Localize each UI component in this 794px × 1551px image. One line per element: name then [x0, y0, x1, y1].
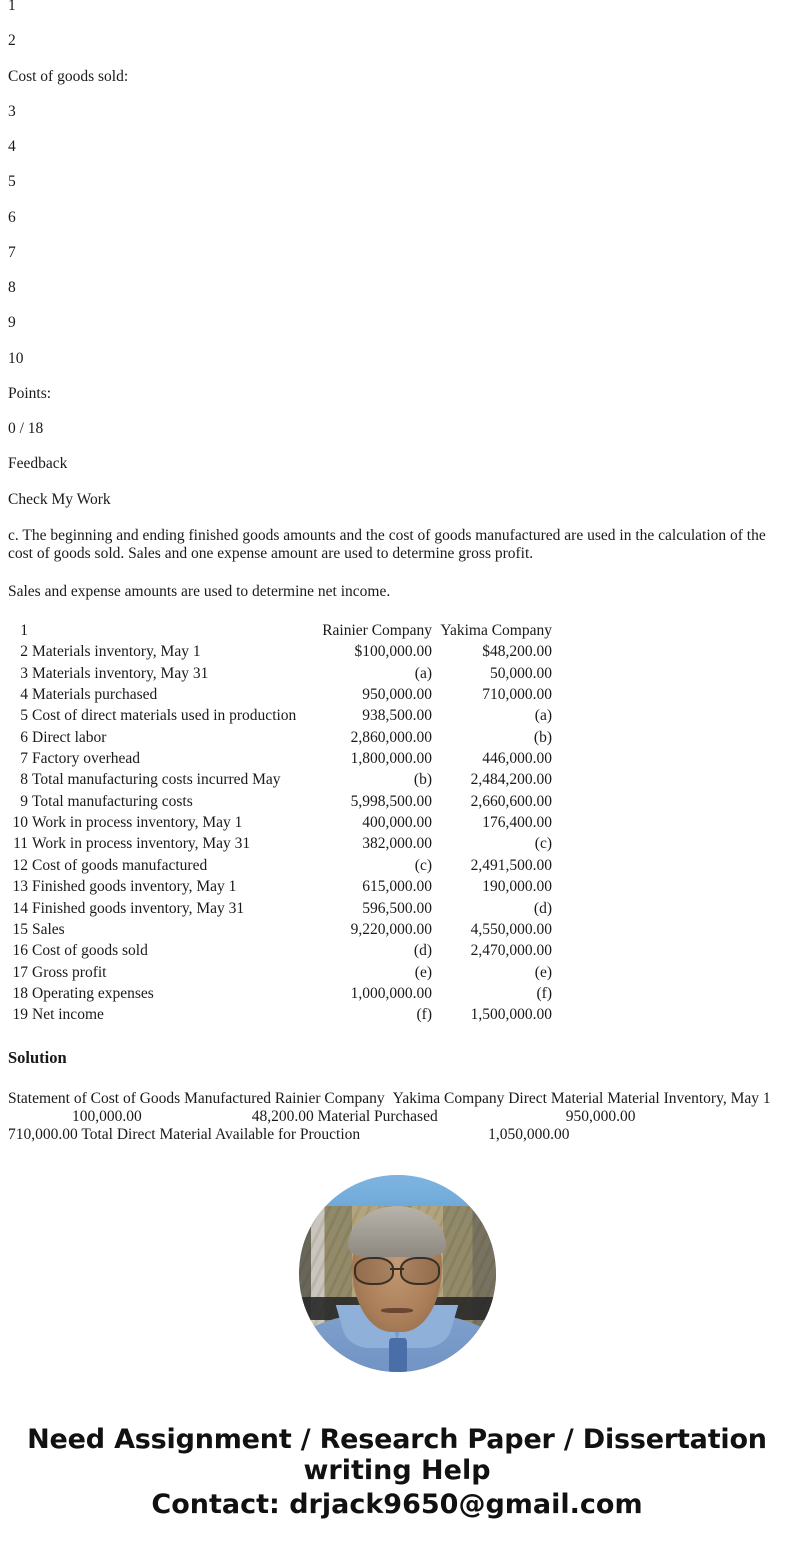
table-row	[6, 684, 552, 705]
row-number: 18	[6, 983, 32, 1004]
top-line-10: 10	[8, 351, 786, 367]
top-line-1: 1	[8, 0, 786, 14]
row-number: 6	[6, 727, 32, 748]
solution-title-yakima-direct-material: Yakima Company Direct Material Material Inventory, May 1	[393, 1090, 771, 1107]
row-label: Operating expenses	[32, 983, 308, 1004]
row-yakima-value: (e)	[432, 962, 552, 983]
row-number: 3	[6, 663, 32, 684]
row-label: Net income	[32, 1004, 308, 1025]
row-label: Finished goods inventory, May 1	[32, 876, 308, 897]
row-label: Gross profit	[32, 962, 308, 983]
row-number: 5	[6, 705, 32, 726]
row-label: Total manufacturing costs	[32, 791, 308, 812]
row-label: Materials purchased	[32, 684, 308, 705]
row-yakima-value: 2,470,000.00	[432, 940, 552, 961]
table-row	[6, 727, 552, 748]
row-rainier-value: (b)	[308, 769, 432, 790]
row-label: Factory overhead	[32, 748, 308, 769]
row-rainier-value: 382,000.00	[308, 833, 432, 854]
table-row	[6, 833, 552, 854]
row-yakima-value: 190,000.00	[432, 876, 552, 897]
header-rainier-company: Rainier Company	[308, 620, 432, 641]
row-rainier-value: $100,000.00	[308, 641, 432, 662]
row-yakima-value: (d)	[432, 898, 552, 919]
feedback-paragraph-c: c. The beginning and ending finished goods amounts and the cost of goods manufactured are used in the calculation of the cost of goods sold. Sales and one expense amount are used to determine gross profit.	[8, 527, 786, 564]
table-row	[6, 919, 552, 940]
row-number: 11	[6, 833, 32, 854]
feedback-heading: Feedback	[8, 456, 786, 472]
row-yakima-value: (f)	[432, 983, 552, 1004]
row-label: Finished goods inventory, May 31	[32, 898, 308, 919]
row-label: Work in process inventory, May 1	[32, 812, 308, 833]
solution-value-material-inventory-yakima: 48,200.00 Material Purchased	[252, 1108, 438, 1125]
row-yakima-value: $48,200.00	[432, 641, 552, 662]
row-number: 16	[6, 940, 32, 961]
row-number: 8	[6, 769, 32, 790]
solution-value-material-purchased-yakima: 710,000.00 Total Direct Material Available for Prouction	[8, 1126, 360, 1143]
solution-value-total-direct-material: 1,050,000.00	[488, 1126, 569, 1143]
row-yakima-value: 176,400.00	[432, 812, 552, 833]
row-yakima-value: 446,000.00	[432, 748, 552, 769]
row-rainier-value: (e)	[308, 962, 432, 983]
row-number: 13	[6, 876, 32, 897]
table-row	[6, 705, 552, 726]
photo-lens-right	[400, 1257, 440, 1285]
row-label: Materials inventory, May 1	[32, 641, 308, 662]
top-line-3: 3	[8, 104, 786, 120]
table-row	[6, 1004, 552, 1025]
row-label: Cost of goods manufactured	[32, 855, 308, 876]
row-yakima-value: (a)	[432, 705, 552, 726]
row-label: Cost of direct materials used in production	[32, 705, 308, 726]
feedback-block	[0, 527, 794, 601]
top-line-5: 5	[8, 174, 786, 190]
row-rainier-value: 950,000.00	[308, 684, 432, 705]
cost-of-goods-sold-label: Cost of goods sold:	[8, 69, 786, 85]
row-rainier-value: 5,998,500.00	[308, 791, 432, 812]
table-row	[6, 962, 552, 983]
row-rainier-value: 9,220,000.00	[308, 919, 432, 940]
table-row	[6, 855, 552, 876]
row-rainier-value: (f)	[308, 1004, 432, 1025]
row-rainier-value: (d)	[308, 940, 432, 961]
table-head	[6, 620, 552, 641]
table-row	[6, 812, 552, 833]
row-number: 19	[6, 1004, 32, 1025]
solution-value-material-inventory-rainier: 100,000.00	[72, 1108, 142, 1125]
row-number: 10	[6, 812, 32, 833]
feedback-paragraph-net-income: Sales and expense amounts are used to determine net income.	[8, 583, 786, 601]
row-label: Total manufacturing costs incurred May	[32, 769, 308, 790]
cost-comparison-table	[6, 620, 552, 1026]
row-number: 4	[6, 684, 32, 705]
top-line-2: 2	[8, 33, 786, 49]
header-yakima-company: Yakima Company	[432, 620, 552, 641]
solution-title-rainier: Statement of Cost of Goods Manufactured Rainier Company	[8, 1090, 385, 1107]
row-yakima-value: (b)	[432, 727, 552, 748]
row-yakima-value: 710,000.00	[432, 684, 552, 705]
row-rainier-value: 938,500.00	[308, 705, 432, 726]
row-number: 9	[6, 791, 32, 812]
table-header-row	[6, 620, 552, 641]
check-my-work-heading: Check My Work	[8, 492, 786, 508]
row-label: Materials inventory, May 31	[32, 663, 308, 684]
promo-footer	[0, 1424, 794, 1551]
promo-line-2: writing Help	[10, 1455, 784, 1487]
row-yakima-value: 1,500,000.00	[432, 1004, 552, 1025]
row-yakima-value: 2,660,600.00	[432, 791, 552, 812]
top-line-6: 6	[8, 210, 786, 226]
table-row	[6, 898, 552, 919]
promo-line-1: Need Assignment / Research Paper / Dissertation	[10, 1424, 784, 1456]
solution-statement-paragraph	[8, 1090, 786, 1145]
table-row	[6, 791, 552, 812]
solution-heading: Solution	[8, 1048, 794, 1068]
top-line-list	[0, 0, 794, 508]
table-body	[6, 641, 552, 1025]
table-row	[6, 769, 552, 790]
row-label: Work in process inventory, May 31	[32, 833, 308, 854]
table-row	[6, 748, 552, 769]
row-yakima-value: 4,550,000.00	[432, 919, 552, 940]
row-number: 14	[6, 898, 32, 919]
table-row	[6, 983, 552, 1004]
table-row	[6, 876, 552, 897]
header-row-number: 1	[6, 620, 32, 641]
row-number: 17	[6, 962, 32, 983]
top-line-9: 9	[8, 315, 786, 331]
row-rainier-value: 2,860,000.00	[308, 727, 432, 748]
avatar-container	[0, 1175, 794, 1372]
avatar	[299, 1175, 496, 1372]
top-line-7: 7	[8, 245, 786, 261]
row-rainier-value: 1,800,000.00	[308, 748, 432, 769]
row-rainier-value: (a)	[308, 663, 432, 684]
points-label: Points:	[8, 386, 786, 402]
table-row	[6, 641, 552, 662]
row-yakima-value: 2,491,500.00	[432, 855, 552, 876]
table-row	[6, 940, 552, 961]
row-yakima-value: 2,484,200.00	[432, 769, 552, 790]
row-label: Sales	[32, 919, 308, 940]
table-row	[6, 663, 552, 684]
header-label	[32, 620, 308, 641]
row-number: 12	[6, 855, 32, 876]
row-rainier-value: 615,000.00	[308, 876, 432, 897]
top-line-8: 8	[8, 280, 786, 296]
row-rainier-value: 1,000,000.00	[308, 983, 432, 1004]
promo-contact-email[interactable]: Contact: drjack9650@gmail.com	[10, 1489, 784, 1521]
row-rainier-value: 400,000.00	[308, 812, 432, 833]
photo-necktie	[389, 1338, 407, 1371]
row-number: 7	[6, 748, 32, 769]
row-label: Cost of goods sold	[32, 940, 308, 961]
eyeglasses-icon	[354, 1257, 441, 1281]
row-number: 2	[6, 641, 32, 662]
row-number: 15	[6, 919, 32, 940]
row-rainier-value: 596,500.00	[308, 898, 432, 919]
top-line-4: 4	[8, 139, 786, 155]
points-value: 0 / 18	[8, 421, 786, 437]
photo-lens-left	[354, 1257, 394, 1285]
photo-glasses-bridge	[390, 1268, 404, 1270]
row-rainier-value: (c)	[308, 855, 432, 876]
row-yakima-value: (c)	[432, 833, 552, 854]
solution-value-material-purchased-rainier: 950,000.00	[566, 1108, 636, 1125]
row-label: Direct labor	[32, 727, 308, 748]
row-yakima-value: 50,000.00	[432, 663, 552, 684]
